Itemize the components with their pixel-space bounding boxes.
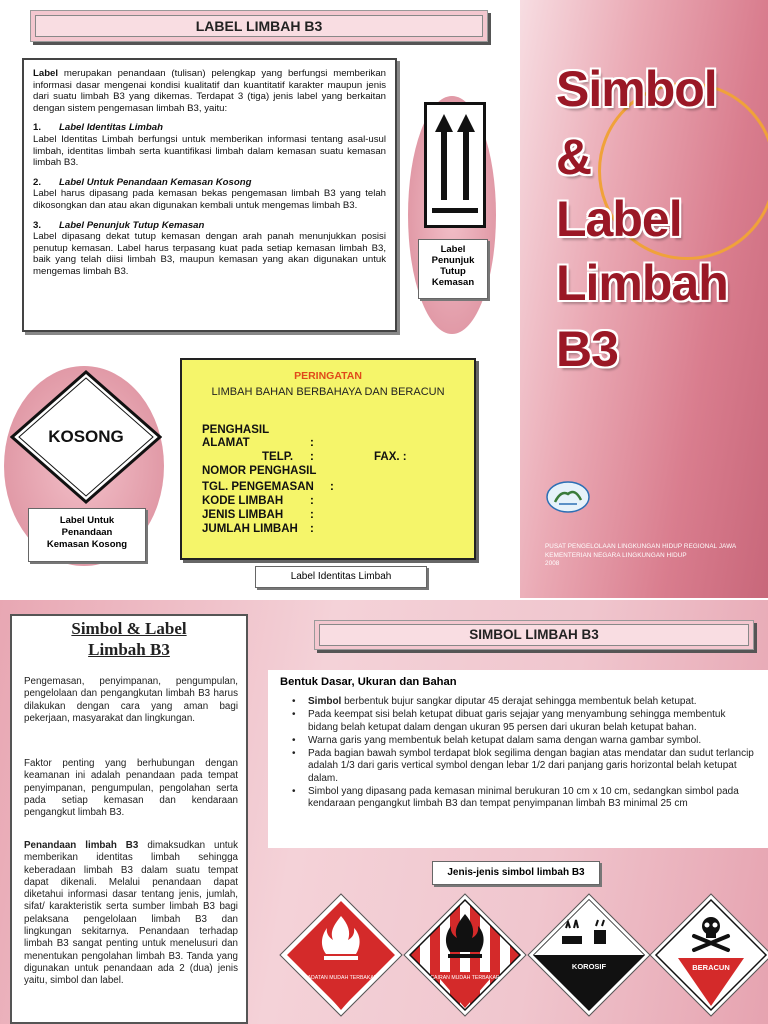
rule-item — [280, 786, 758, 811]
symbol-label-line: CAIRAN MUDAH TERBAKAR — [430, 975, 500, 981]
cover-organization — [545, 543, 760, 569]
field-jenis-limbah: JENIS LIMBAH — [202, 509, 284, 521]
corrosive-symbol-icon — [526, 892, 652, 1018]
field-colon: : — [310, 437, 314, 449]
intro-lead: Label — [33, 68, 59, 79]
symbol-label: BERACUN — [692, 963, 730, 972]
empty-label-text: KOSONG — [48, 427, 124, 446]
rule-text: Pada bagian bawah symbol terdapat blok segilima dengan bagian atas mendatar dan sudut terlancip adalah 1/3 dari garis vertical symbol dengan lebar 1/2 dari panjang garis horizontal belah ketupat dalam. — [308, 748, 754, 784]
flammable-solid-symbol-icon — [278, 892, 404, 1018]
rule-item — [280, 709, 758, 734]
flammable-liquid-symbol-icon — [402, 892, 528, 1018]
item-number: 1. — [33, 122, 42, 134]
field-fax: FAX. : — [374, 451, 407, 463]
rule-item — [280, 735, 758, 747]
item-title: Label Penunjuk Tutup Kemasan — [59, 219, 205, 231]
card-title — [10, 618, 248, 660]
item-heading — [33, 177, 386, 189]
symbol-title-bar — [314, 620, 754, 650]
caption-line: Kemasan Kosong — [46, 539, 128, 550]
field-telp: TELP. — [262, 451, 294, 463]
item-body: Label dipasang dekat tutup kemasan dengan arah panah menunjukkan posisi penutup kemasan. Label harus terpasang kuat pada setiap kemasan limbah B3, baik yang telah diisi limbah B3, maupun kemasan yang akan digunakan untuk mengemas limbah B3. — [33, 231, 386, 277]
caption-line: Label — [440, 244, 466, 255]
intro-paragraph — [33, 68, 386, 114]
field-colon: : — [310, 523, 314, 535]
card-paragraph — [24, 840, 238, 988]
label-description-box — [22, 58, 397, 332]
caption-line: Penandaan — [61, 527, 113, 538]
item-heading — [33, 122, 386, 134]
section-title: SIMBOL LIMBAH B3 — [319, 624, 749, 646]
item-number: 2. — [33, 176, 42, 188]
field-alamat: ALAMAT — [202, 437, 250, 449]
para-lead: Penandaan limbah B3 — [24, 840, 139, 851]
intro-text: merupakan penandaan (tulisan) pelengkap yang berfungsi memberikan informasi dasar mengenai kondisi kualitatif dan kuantitatif karakter maupun jenis dari suatu limbah B3 yang dikemas. Terdapat 3 (tiga) jenis label yang berkaitan dengan sistem pengemasan limbah B3, yaitu: — [33, 68, 386, 114]
cover-title-word: Limbah — [556, 255, 728, 311]
item-title: Label Identitas Limbah — [59, 122, 163, 134]
warning-text: PERINGATAN — [294, 370, 362, 382]
label-title-bar — [30, 10, 488, 42]
rule-text: berbentuk bujur sangkar diputar 45 derajat sehingga membentuk belah ketupat. — [341, 696, 697, 707]
org-line: PUSAT PENGELOLAAN LINGKUNGAN HIDUP REGIONAL JAWA — [545, 543, 737, 550]
symbol-types-caption: Jenis-jenis simbol limbah B3 — [432, 861, 600, 885]
warning-subtitle: LIMBAH BAHAN BERBAHAYA DAN BERACUN — [211, 386, 445, 398]
empty-label-caption — [28, 508, 146, 562]
symbol-label-line: PADATAN MUDAH TERBAKAR — [304, 975, 378, 981]
caption-line: Kemasan — [431, 277, 475, 288]
cover-title-word: B3 — [556, 321, 618, 377]
field-nomor-penghasil: NOMOR PENGHASIL — [202, 465, 317, 477]
cover-title-word: Label — [556, 191, 682, 247]
item-number: 3. — [33, 219, 42, 231]
card-title-line: Limbah B3 — [88, 640, 170, 659]
card-paragraph: Faktor penting yang berhubungan dengan keamanan ini adalah penandaan pada tempat penyimpanan, pengumpulan, pengolahan serta pada setiap kemasan dan kendaraan pengangkut limbah B3. — [24, 758, 238, 819]
field-colon: : — [310, 451, 314, 463]
rules-heading: Bentuk Dasar, Ukuran dan Bahan — [280, 676, 457, 688]
cover-title-word: Simbol — [556, 61, 717, 117]
ministry-logo-icon — [545, 480, 591, 514]
rule-text: Warna garis yang membentuk belah ketupat dalam sama dengan warna gambar symbol. — [308, 734, 702, 746]
field-colon: : — [310, 495, 314, 507]
caption-line: Tutup — [440, 266, 466, 277]
card-title-line: Simbol & Label — [71, 619, 187, 638]
field-colon: : — [310, 509, 314, 521]
item-body: Label Identitas Limbah berfungsi untuk memberikan informasi tentang asal-usul limbah, identitas limbah serta kuantifikasi limbah dalam kemasan suatu kemasan limbah B3. — [33, 133, 386, 169]
para-text: dimaksudkan untuk memberikan identitas limbah sehingga keberadaan limbah B3 dalam suatu tempat dapat dikenali. Melalui penandaan dapat diketahui informasi dasar tentang jenis, jumlah, sifat/ karakteristik serta sumber limbah B3 bagi pelaksana pengelolaan limbah B3 dan lingkungan sekitarnya. Penandaan terhadap limbah B3 sangat penting untuk menelusuri dan menentukan pengolahan limbah B3. Tanda yang digunakan untuk penandaan ada 2 (dua) jenis yaitu, simbol dan label. — [24, 840, 239, 987]
identity-label-sample — [180, 358, 476, 560]
rule-text: Simbol yang dipasang pada kemasan minimal berukuran 10 cm x 10 cm, sedangkan simbol pada kendaraan pengangkut limbah B3 dan tempat penyimpanan limbah B3 minimal 25 cm — [308, 786, 739, 810]
org-line: KEMENTERIAN NEGARA LINGKUNGAN HIDUP — [545, 551, 687, 559]
org-line: 2008 — [545, 560, 560, 567]
caption-line: Penunjuk — [431, 255, 475, 266]
cover-title-word: & — [556, 129, 592, 185]
item-heading — [33, 220, 386, 232]
rule-item — [280, 748, 758, 785]
field-penghasil: PENGHASIL — [202, 424, 270, 436]
up-arrows-icon — [428, 110, 482, 222]
field-kode-limbah: KODE LIMBAH — [202, 495, 284, 507]
item-body: Label harus dipasang pada kemasan bekas pengemasan limbah B3 yang telah dikosongkan dan atau akan digunakan kembali untuk mengemas limbah B3. — [33, 188, 386, 211]
item-title: Label Untuk Penandaan Kemasan Kosong — [59, 176, 252, 188]
card-paragraph: Pengemasan, penyimpanan, pengumpulan, pengelolaan dan pengangkutan limbah B3 harus dilakukan dengan cara yang aman bagi pekerjaan, masyarakat dan lingkungan. — [24, 676, 238, 724]
caption-line: Label Untuk — [59, 515, 115, 526]
field-jumlah-limbah: JUMLAH LIMBAH — [202, 523, 298, 535]
symbol-label: KOROSIF — [571, 962, 607, 971]
symbol-rules-box — [268, 670, 768, 848]
identity-label-caption: Label Identitas Limbah — [255, 566, 427, 588]
page-title: LABEL LIMBAH B3 — [35, 15, 483, 37]
rule-text: Pada keempat sisi belah ketupat dibuat garis sejajar yang menyambung sehingga membentuk bidang belah ketupat dalam dengan ukuran 95 persen dari ukuran belah ketupat bahan. — [308, 709, 726, 733]
field-tgl-pengemasan: TGL. PENGEMASAN — [202, 481, 314, 493]
rule-item — [280, 696, 758, 708]
rules-list — [280, 696, 758, 811]
rule-lead: Simbol — [308, 696, 342, 707]
toxic-symbol-icon — [648, 892, 768, 1018]
field-colon: : — [330, 481, 334, 493]
lid-label-caption — [418, 239, 488, 299]
